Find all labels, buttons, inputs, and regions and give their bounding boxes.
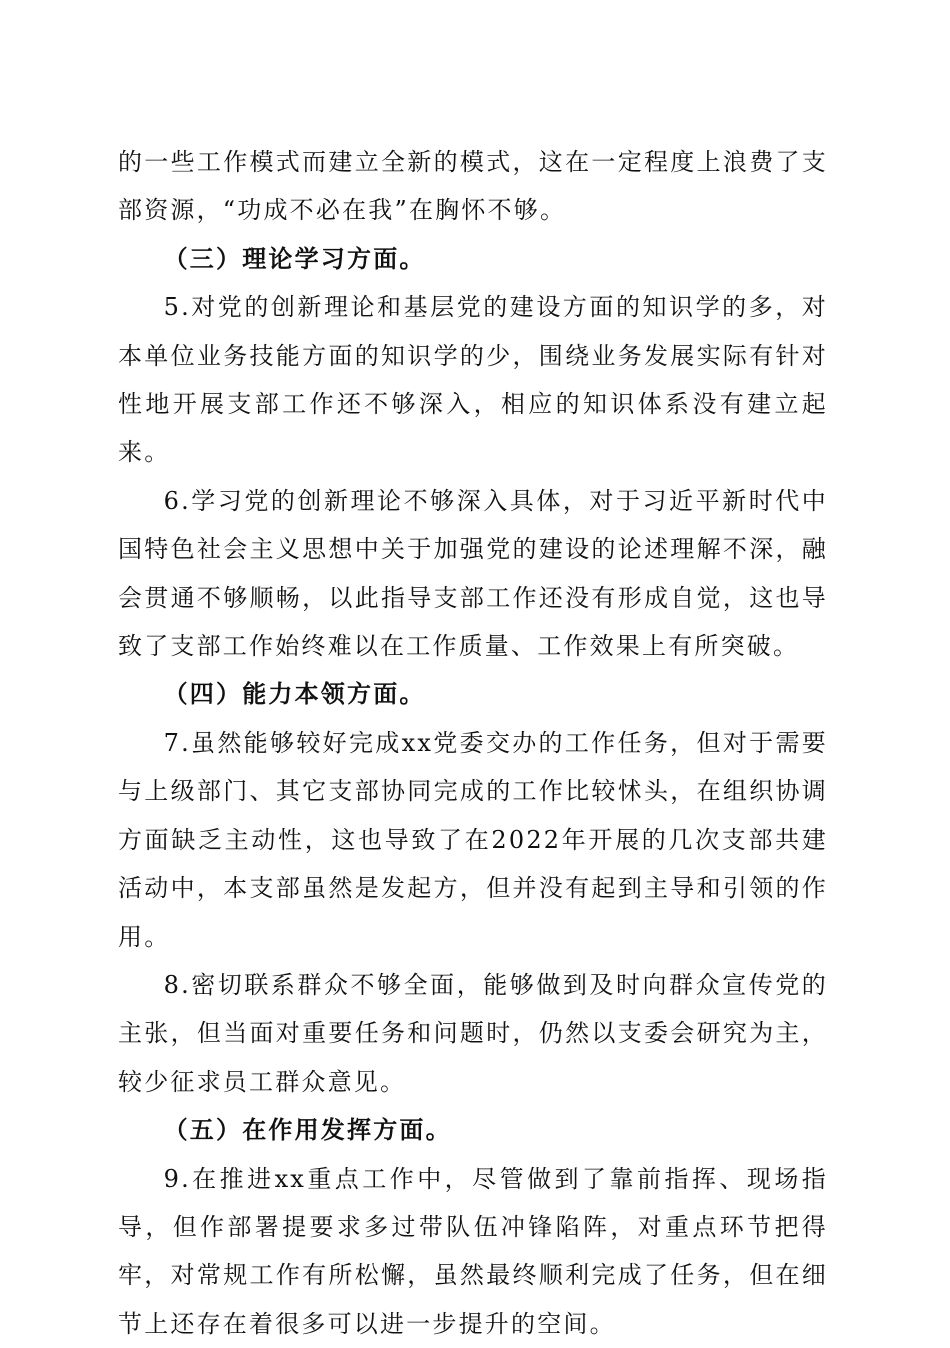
paragraph-item-8: 8.密切联系群众不够全面，能够做到及时向群众宣传党的主张，但当面对重要任务和问题时，仍然以支委会研究为主，较少征求员工群众意见。 xyxy=(118,970,828,1096)
section-heading-ability: （四）能力本领方面。 xyxy=(163,679,426,709)
paragraph-item-9: 9.在推进xx重点工作中，尽管做到了靠前指挥、现场指导，但作部署提要求多过带队伍冲锋陷阵，对重点环节把得牢，对常规工作有所松懈，虽然最终顺利完成了任务，但在细节上还存在着很多可以进一步提升的空间。 xyxy=(118,1164,828,1338)
paragraph-item-7: 7.虽然能够较好完成xx党委交办的工作任务，但对于需要与上级部门、其它支部协同完成的工作比较怵头，在组织协调方面缺乏主动性，这也导致了在2022年开展的几次支部共建活动中，本支部虽然是发起方，但并没有起到主导和引领的作用。 xyxy=(118,728,828,951)
paragraph-item-6: 6.学习党的创新理论不够深入具体，对于习近平新时代中国特色社会主义思想中关于加强党的建设的论述理解不深，融会贯通不够顺畅，以此指导支部工作还没有形成自觉，这也导致了支部工作始终难以在工作质量、工作效果上有所突破。 xyxy=(118,486,828,661)
document-page xyxy=(118,138,828,1348)
paragraph-item-5: 5.对党的创新理论和基层党的建设方面的知识学的多，对本单位业务技能方面的知识学的少，围绕业务发展实际有针对性地开展支部工作还不够深入，相应的知识体系没有建立起来。 xyxy=(118,293,828,467)
paragraph-continuation: 的一些工作模式而建立全新的模式，这在一定程度上浪费了支部资源，“功成不必在我”在胸怀不够。 xyxy=(118,148,828,225)
section-heading-theory-study: （三）理论学习方面。 xyxy=(163,243,426,273)
section-heading-role: （五）在作用发挥方面。 xyxy=(163,1115,452,1145)
